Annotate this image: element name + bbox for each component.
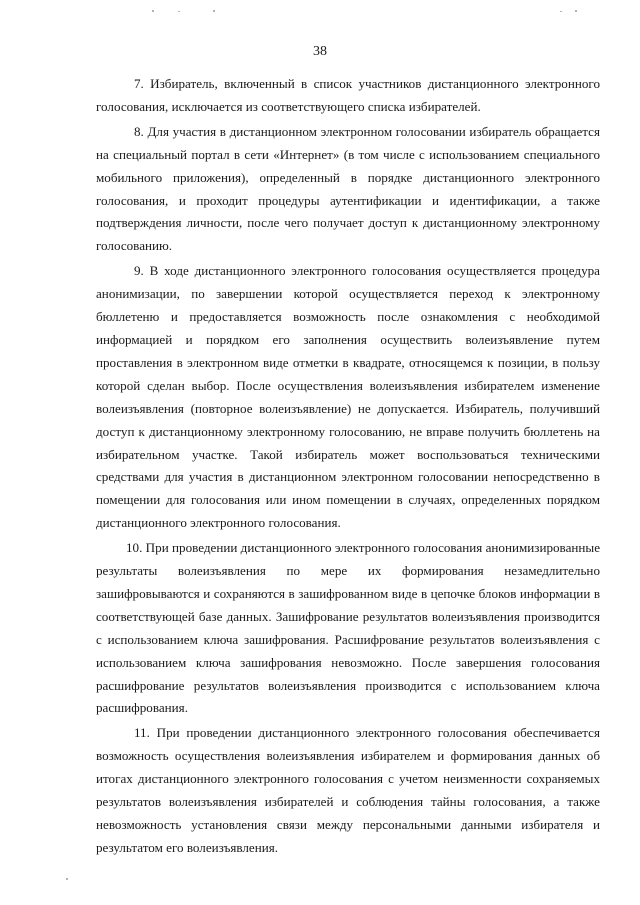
scan-speck bbox=[575, 10, 577, 12]
scan-speck bbox=[560, 11, 562, 12]
document-body bbox=[96, 73, 600, 862]
paragraph-7: 7. Избиратель, включенный в список участников дистанционного электронного голосования, исключается из соответствующего списка избирателей. bbox=[96, 76, 600, 114]
paragraph-9: 9. В ходе дистанционного электронного голосования осуществляется процедура анонимизации, по завершении которой осуществляется переход к электронному бюллетеню и предоставляется возможность после ознакомления с необходимой информацией и порядком его заполнения осуществить волеизъявление путем проставления в электронном виде отметки в квадрате, относящемся к позиции, в пользу которой сделан выбор. После осуществления волеизъявления избирателем изменение волеизъявления (повторное волеизъявление) не допускается. Избиратель, получивший доступ к дистанционному электронному голосованию, не вправе получить бюллетень на избирательном участке. Такой избиратель может воспользоваться техническими средствами для участия в дистанционном электронном голосовании непосредственно в помещении для голосования или ином помещении в случаях, определенных порядком дистанционного электронного голосования. bbox=[96, 263, 600, 531]
scan-speck bbox=[152, 10, 154, 12]
paragraph-10: 10. При проведении дистанционного электронного голосования анонимизированные результаты волеизъявления по мере их формирования незамедлительно зашифровываются и сохраняются в зашифрованном виде в цепочке блоков информации в соответствующей базе данных. Зашифрование результатов волеизъявления производится с использованием ключа зашифрования. Расшифрование результатов волеизъявления с использованием ключа зашифрования невозможно. После завершения голосования расшифрование результатов волеизъявления производится с использованием ключа расшифрования. bbox=[96, 540, 600, 716]
scan-speck bbox=[213, 10, 215, 12]
scan-speck bbox=[66, 878, 68, 880]
page-number: 38 bbox=[313, 44, 327, 59]
paragraph-8: 8. Для участия в дистанционном электронном голосовании избиратель обращается на специальный портал в сети «Интернет» (в том числе с использованием специального мобильного приложения), определенный в порядке дистанционного электронного голосования, и проходит процедуры аутентификации и идентификации, а также подтверждения личности, после чего получает доступ к дистанционному электронному голосованию. bbox=[96, 123, 600, 254]
scan-speck bbox=[178, 11, 180, 12]
paragraph-11: 11. При проведении дистанционного электронного голосования обеспечивается возможность осуществления волеизъявления избирателем и формирования данных об итогах дистанционного электронного голосования с учетом неизменности сохраняемых результатов волеизъявления избирателей и соблюдения тайны голосования, а также невозможность установления связи между персональными данными избирателя и результатом его волеизъявления. bbox=[96, 725, 600, 855]
